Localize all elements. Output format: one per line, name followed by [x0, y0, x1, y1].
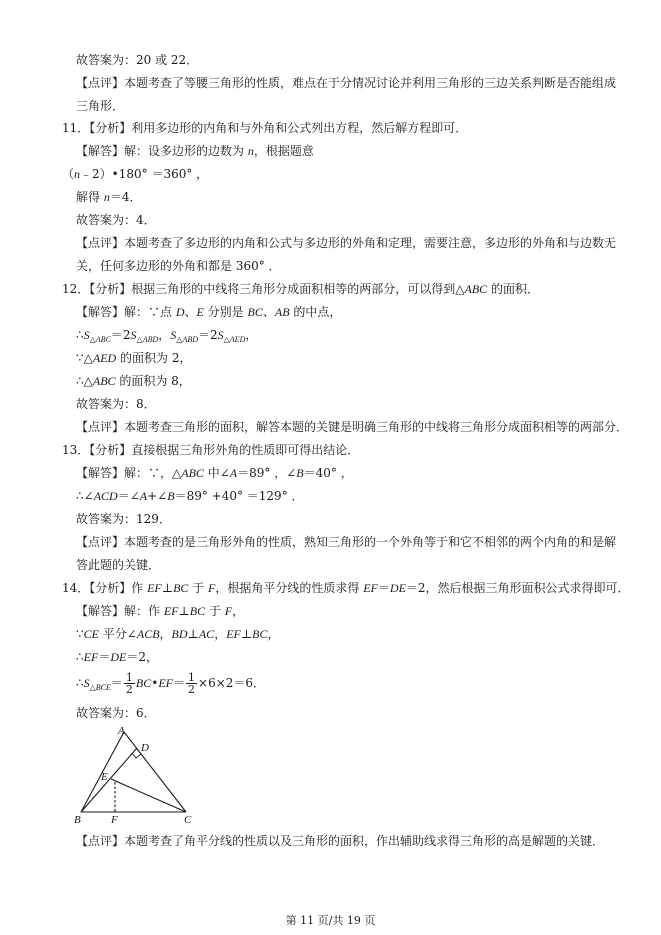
text-line: ∴△ABC 的面积为 8， [76, 374, 191, 388]
text-line: 【解答】解：∵，△ABC 中∠A＝89° ，∠B＝40° ， [76, 466, 353, 480]
text-line: 解得 n＝4． [76, 190, 142, 204]
text-line: 【解答】解：作 EF⊥BC 于 F， [76, 604, 245, 618]
text-line: 13．【分析】直接根据三角形外角的性质即可得出结论． [62, 443, 360, 457]
text-line: 【解答】解：∵点 D、E 分别是 BC、AB 的中点， [76, 305, 342, 319]
text-line: ∵△AED 的面积为 2， [76, 351, 192, 365]
text-line: 故答案为：8． [76, 397, 156, 411]
side-ac [124, 732, 186, 812]
page-footer: 第 11 页/共 19 页 [285, 914, 376, 927]
text-line: 14．【分析】作 EF⊥BC 于 F，根据角平分线的性质求得 EF＝DE＝2，然后根据三角形面积公式求得即可． [62, 581, 630, 595]
label-a: A [118, 725, 125, 737]
text-line: 【解答】解：设多边形的边数为 n，根据题意 [76, 144, 314, 158]
text-line: 12．【分析】根据三角形的中线将三角形分成面积相等的两部分，可以得到△ABC 的面积． [62, 282, 540, 296]
label-d: D [141, 742, 149, 754]
text-line: ∴EF＝DE＝2， [76, 650, 158, 664]
text-line: 答此题的关键． [76, 558, 161, 572]
text-line: 关，任何多边形的外角和都是 360° ． [76, 259, 281, 273]
segment-bd [81, 748, 137, 812]
text-line: ∵CE 平分∠ACB，BD⊥AC，EF⊥BC， [76, 627, 280, 641]
text-line: （n﹣2）•180° ＝360° ， [62, 167, 209, 181]
triangle-figure [70, 724, 200, 824]
text-line: 故答案为：6． [76, 706, 156, 720]
text-line: ∴∠ACD＝∠A+∠B＝89° +40° ＝129° ． [76, 489, 304, 503]
text-line: 故答案为：4． [76, 213, 156, 227]
text-line: 【点评】本题考查了等腰三角形的性质，难点在于分情况讨论并利用三角形的三边关系判断是否能组成 [76, 76, 617, 90]
text-line: 【点评】本题考查三角形的面积，解答本题的关键是明确三角形的中线将三角形分成面积相等的两部分． [76, 420, 629, 434]
text-line: 【点评】本题考查的是三角形外角的性质，熟知三角形的一个外角等于和它不相邻的两个内角的和是解 [76, 535, 617, 549]
text-line: 11．【分析】利用多边形的内角和与外角和公式列出方程，然后解方程即可． [62, 121, 468, 135]
text-line: 【点评】本题考查了角平分线的性质以及三角形的面积，作出辅助线求得三角形的高是解题的关键． [76, 834, 605, 848]
text-line: 故答案为：20 或 22． [76, 53, 199, 67]
text-line: $\therefore S_{\triangle BCE}=$ $\frac{1}{2}$ BC•EF＝ $\frac{1}{2}$ ×6×2＝6． [76, 671, 266, 696]
text-line: 【点评】本题考查了多边形的内角和公式与多边形的外角和定理，需要注意，多边形的外角和与边数无 [76, 236, 617, 250]
text-line: $\therefore S_{\triangle ABC}=2S_{\triangle ABD}$，$S_{\triangle ABD}=2S_{\triangle AED}$， [76, 328, 258, 344]
text-line: 三角形． [76, 99, 125, 113]
label-e: E [101, 771, 108, 783]
text-line: 故答案为：129． [76, 512, 171, 526]
right-angle-mark [132, 749, 141, 758]
label-b: B [74, 814, 81, 824]
segment-ce [111, 779, 186, 812]
label-f: F [111, 814, 118, 824]
label-c: C [184, 814, 192, 824]
